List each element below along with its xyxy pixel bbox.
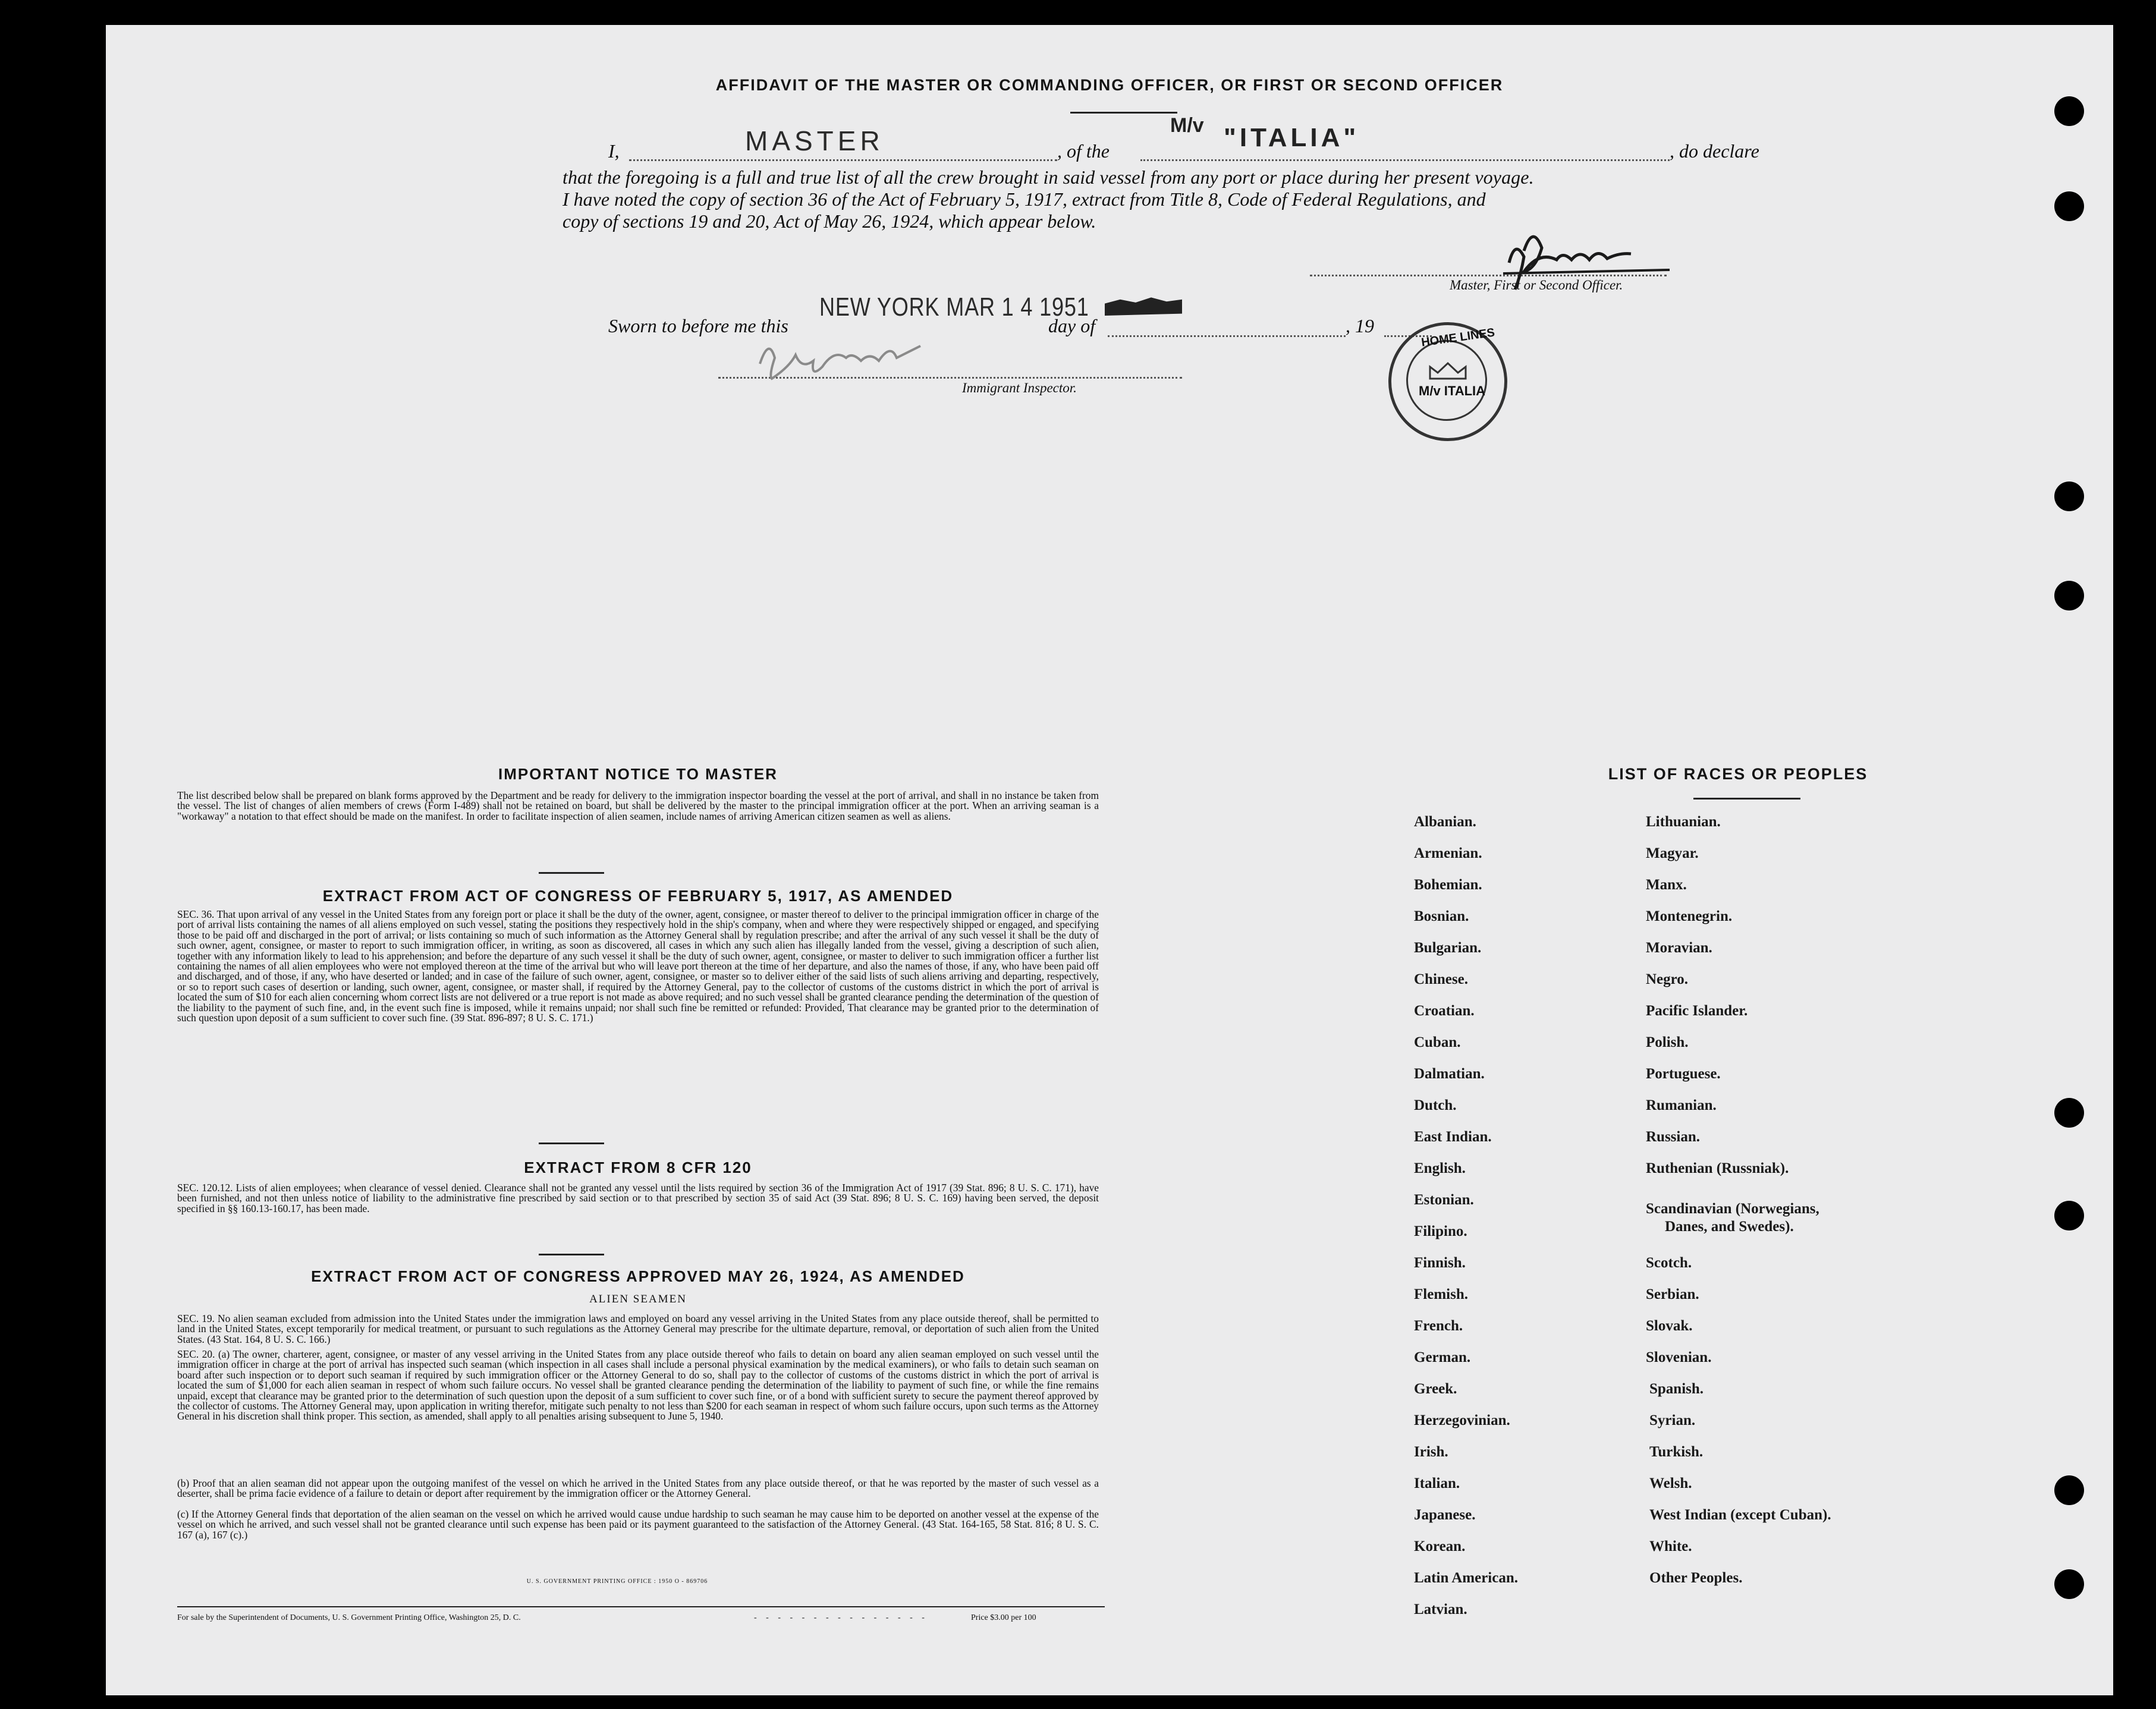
day-of-label: day of — [1048, 315, 1096, 336]
race-item: Bulgarian. — [1414, 940, 1482, 956]
notice-title: IMPORTANT NOTICE TO MASTER — [498, 765, 778, 783]
vessel-prefix: M/v — [1170, 114, 1204, 137]
month-dotline — [1108, 335, 1346, 337]
extract-1917-title: EXTRACT FROM ACT OF CONGRESS OF FEBRUARY 5, 1917, AS AMENDED — [322, 887, 954, 905]
stamp-smudge — [1105, 295, 1182, 316]
race-item: Rumanian. — [1646, 1097, 1717, 1113]
extract-1917-divider — [539, 1143, 604, 1144]
race-item: Dalmatian. — [1414, 1066, 1485, 1082]
sworn-label: Sworn to before me this — [608, 315, 788, 336]
race-item: Herzegovinian. — [1414, 1412, 1510, 1428]
race-item: Latin American. — [1414, 1570, 1518, 1586]
race-item: Greek. — [1414, 1381, 1457, 1397]
race-item: Dutch. — [1414, 1097, 1457, 1113]
race-item: Flemish. — [1414, 1286, 1468, 1302]
punch-hole — [2054, 96, 2084, 126]
race-item: Scotch. — [1646, 1255, 1692, 1271]
race-item: Chinese. — [1414, 971, 1468, 987]
race-item: Slovenian. — [1646, 1349, 1712, 1365]
race-item: East Indian. — [1414, 1129, 1492, 1145]
race-item: Estonian. — [1414, 1192, 1474, 1208]
officer-value: MASTER — [745, 125, 884, 156]
race-item: Moravian. — [1646, 940, 1712, 956]
race-item: Armenian. — [1414, 845, 1482, 861]
race-item: Syrian. — [1649, 1412, 1696, 1428]
race-item: Serbian. — [1646, 1286, 1699, 1302]
punch-hole — [2054, 481, 2084, 511]
vessel-dotline — [1140, 159, 1670, 161]
year-label: , 19 — [1346, 315, 1374, 336]
race-item: German. — [1414, 1349, 1471, 1365]
punch-hole — [2054, 191, 2084, 221]
race-item: Ruthenian (Russniak). — [1646, 1160, 1789, 1176]
race-item: Polish. — [1646, 1034, 1689, 1050]
race-item: West Indian (except Cuban). — [1649, 1507, 1831, 1523]
extract-cfr-divider — [539, 1254, 604, 1255]
declaration-line-2: that the foregoing is a full and true list of all the crew brought in said vessel from any port or place during her present voyage. — [562, 166, 1534, 188]
race-item: Negro. — [1646, 971, 1689, 987]
punch-hole — [2054, 1098, 2084, 1128]
punch-hole — [2054, 1201, 2084, 1230]
extract-1924-subtitle: ALIEN SEAMEN — [589, 1293, 687, 1305]
race-item: Bohemian. — [1414, 877, 1482, 893]
race-item: Danes, and Swedes). — [1665, 1219, 1794, 1235]
race-item: English. — [1414, 1160, 1466, 1176]
extract-1924-sec20a: SEC. 20. (a) The owner, charterer, agent, consignee, or master of any vessel arriving in the United States from any place outside thereof who fails to detain on board any alien seaman employed on such vessel until the immigration officer in charge at the port of arrival has inspected such seaman (which inspection in all cases shall include a personal physical examination by the medical examiners), or who fails to detain such seaman on board after such inspection or to deport such seaman if required by such immigration officer or the Attorney General to do so, shall pay to the collector of customs of the customs district in which the port of arrival is located the sum of $1,000 for each alien seaman in respect of whom such failure occurs. No vessel shall be granted clearance pending the determination of the liability to payment of such fine, or while the fine remains unpaid, except that clearance may be granted prior to the determination of such question upon the deposit of a sum sufficient to cover such fine, or of a bond with sufficient surety to secure the payment thereof approved by the collector of customs. The Attorney General may, upon application in writing therefor, mitigate such penalty to not less than $200 for each seaman in respect of whom such failure occurs, upon such terms as the Attorney General in his discretion shall think proper. This section, as amended, shall apply to all penalties arising subsequent to June 5, 1940. — [177, 1348, 1099, 1422]
document-sheet — [106, 25, 2113, 1695]
company-seal — [1388, 322, 1507, 441]
notice-divider — [539, 872, 604, 874]
master-signature-label: Master, First or Second Officer. — [1450, 278, 1623, 292]
punch-hole — [2054, 1569, 2084, 1599]
race-item: Finnish. — [1414, 1255, 1466, 1271]
extract-1924-sec20c: (c) If the Attorney General finds that deportation of the alien seaman on the vessel on which he arrived would cause undue hardship to such seaman he may cause him to be deported on another vessel at the expense of the vessel on which he arrived, and such vessel shall not be granted clearance until such expense has been paid or its payment guaranteed to the satisfaction of the Attorney General. (43 Stat. 164-165, 58 Stat. 816; 8 U. S. C. 167 (a), 167 (c).) — [177, 1508, 1099, 1541]
race-item: Cuban. — [1414, 1034, 1461, 1050]
affidavit-title: AFFIDAVIT OF THE MASTER OR COMMANDING OFFICER, OR FIRST OR SECOND OFFICER — [715, 76, 1504, 94]
title-divider — [1070, 112, 1177, 114]
declaration-line-3: I have noted the copy of section 36 of the Act of February 5, 1917, extract from Title 8, Code of Federal Regulations, and — [562, 188, 1486, 210]
race-item: Spanish. — [1649, 1381, 1704, 1397]
race-item: French. — [1414, 1318, 1463, 1334]
extract-cfr-title: EXTRACT FROM 8 CFR 120 — [524, 1159, 752, 1176]
race-item: Japanese. — [1414, 1507, 1476, 1523]
footer-rule — [177, 1606, 1105, 1607]
i-label: I, — [608, 140, 620, 162]
race-item: Bosnian. — [1414, 908, 1469, 924]
footer-sale-text: For sale by the Superintendent of Documents, U. S. Government Printing Office, Washington 25, D. C. — [177, 1613, 521, 1622]
extract-cfr-text: SEC. 120.12. Lists of alien employees; when clearance of vessel denied. Clearance shall not be granted any vessel until the lists required by section 36 of the Immigration Act of 1917 (39 Stat. 896; 8 U. S. C. 171), have been furnished, and not then unless notice of liability to the administrative fine prescribed by said section or to that prescribed by section 35 of said Act (39 Stat. 896; 8 U. S. C. 169) having been served, the deposit specified in §§ 160.13-160.17, has been made. — [177, 1182, 1099, 1214]
race-item: Lithuanian. — [1646, 814, 1721, 830]
seal-top-text: HOME LINES — [1420, 326, 1496, 350]
extract-1917-text: SEC. 36. That upon arrival of any vessel in the United States from any foreign port or place it shall be the duty of the owner, agent, consignee, or master thereof to deliver to the principal immigration officer in charge of the port of arrival lists containing the names of all aliens employed on such vessel, stating the positions they respectively hold in the ship's company, when and where they were respectively shipped or engaged, and specifying those to be paid off and discharged in the port of arrival; or lists containing so much of such information as the Attorney General shall by regulation prescribe; and after the arrival of any such vessel it shall be the duty of such owner, agent, consignee, or master to report to such immigration officer, in writing, as soon as discovered, all cases in which any such alien has illegally landed from the vessel, giving a description of such alien, together with any information likely to lead to his apprehension; and before the departure of any such vessel it shall be the duty of such owner, agent, consignee, or master to deliver to such immigration officer a further list containing the names of all alien employees who were not employed thereon at the time of the arrival but who will leave port thereon at the time of her departure, and also the names of those, if any, who have been paid off and discharged, and of those, if any, who have deserted or landed; and in case of the failure of such owner, agent, consignee, or master so to deliver either of the said lists of such aliens arriving and departing, respectively, or so to report such cases of desertion or landing, such owner, agent, consignee, or master shall, if required by the Attorney General, pay to the collector of customs of the customs district in which the port of arrival is located the sum of $10 for each alien concerning whom correct lists are not delivered or a true report is not made as above required; and no such vessel shall be granted clearance pending the determination of the question of the liability to the payment of such fine, and, in the event such fine is imposed, while it remains unpaid; nor shall such fine be remitted or refunded: Provided, That clearance may be granted prior to the determination of such question upon deposit of a sum sufficient to cover such fine. (39 Stat. 896-897; 8 U. S. C. 171.) — [177, 908, 1099, 1024]
race-item: Welsh. — [1649, 1475, 1692, 1491]
extract-1924-title: EXTRACT FROM ACT OF CONGRESS APPROVED MAY 26, 1924, AS AMENDED — [311, 1267, 965, 1285]
inspector-signature — [748, 328, 944, 388]
race-item: Magyar. — [1646, 845, 1699, 861]
race-item: Irish. — [1414, 1444, 1448, 1460]
race-item: Montenegrin. — [1646, 908, 1733, 924]
race-item: Manx. — [1646, 877, 1687, 893]
officer-dotline — [629, 159, 1057, 161]
crown-icon — [1427, 361, 1469, 381]
punch-hole — [2054, 581, 2084, 610]
race-item: Italian. — [1414, 1475, 1460, 1491]
vessel-value: "ITALIA" — [1224, 123, 1360, 152]
race-item: Other Peoples. — [1649, 1570, 1743, 1586]
race-item: Russian. — [1646, 1129, 1701, 1145]
race-item: White. — [1649, 1538, 1692, 1554]
footer-price: Price $3.00 per 100 — [971, 1613, 1036, 1622]
footer-dots: - - - - - - - - - - - - - - - — [754, 1613, 928, 1622]
race-item: Korean. — [1414, 1538, 1466, 1554]
printing-office-line: U. S. GOVERNMENT PRINTING OFFICE : 1950 O - 869706 — [526, 1578, 708, 1585]
race-item: Croatian. — [1414, 1003, 1475, 1019]
race-item: Latvian. — [1414, 1601, 1467, 1617]
race-item: Albanian. — [1414, 814, 1476, 830]
race-item: Filipino. — [1414, 1223, 1467, 1239]
do-declare-label: , do declare — [1670, 140, 1759, 162]
race-item: Turkish. — [1649, 1444, 1704, 1460]
date-stamp: NEW YORK MAR 1 4 1951 — [819, 292, 1089, 322]
punch-hole — [2054, 1475, 2084, 1505]
inspector-label: Immigrant Inspector. — [962, 380, 1077, 395]
extract-1924-sec19: SEC. 19. No alien seaman excluded from admission into the United States under the immigration laws and employed on board any vessel arriving in the United States from any place outside thereof, shall be permitted to land in the United States, except temporarily for medical treatment, or pursuant to such regulations as the Attorney General may prescribe for the ultimate departure, removal, or deportation of such alien from the United States. (43 Stat. 164, 8 U. S. C. 166.) — [177, 1313, 1099, 1345]
race-item: Slovak. — [1646, 1318, 1693, 1334]
declaration-line-4: copy of sections 19 and 20, Act of May 26, 1924, which appear below. — [562, 210, 1096, 232]
race-item: Portuguese. — [1646, 1066, 1721, 1082]
seal-center-text: M/v ITALIA — [1419, 383, 1486, 398]
extract-1924-sec20b: (b) Proof that an alien seaman did not appear upon the outgoing manifest of the vessel on which he arrived in the United States from any place outside thereof, or that he was reported by the master of such vessel as a deserter, shall be prima facie evidence of a failure to detain or deport after requirement by the immigration officer or the Attorney General. — [177, 1477, 1099, 1500]
of-the-label: , of the — [1057, 140, 1110, 162]
races-divider — [1693, 798, 1800, 800]
race-item: Pacific Islander. — [1646, 1003, 1748, 1019]
notice-text: The list described below shall be prepared on blank forms approved by the Department and be ready for delivery to the immigration inspector boarding the vessel at the port of arrival, and shall in no instance be taken from the vessel. The list of changes of alien members of crews (Form I-489) shall not be retained on board, but shall be delivered by the master to the principal immigration officer at the port. When an arriving seaman is a "workaway" a notation to that effect should be made on the manifest. In order to facilitate inspection of alien seamen, include names of arriving American citizen seamen as well as aliens. — [177, 789, 1099, 822]
race-item: Scandinavian (Norwegians, — [1646, 1201, 1819, 1217]
races-title: LIST OF RACES OR PEOPLES — [1608, 765, 1868, 783]
